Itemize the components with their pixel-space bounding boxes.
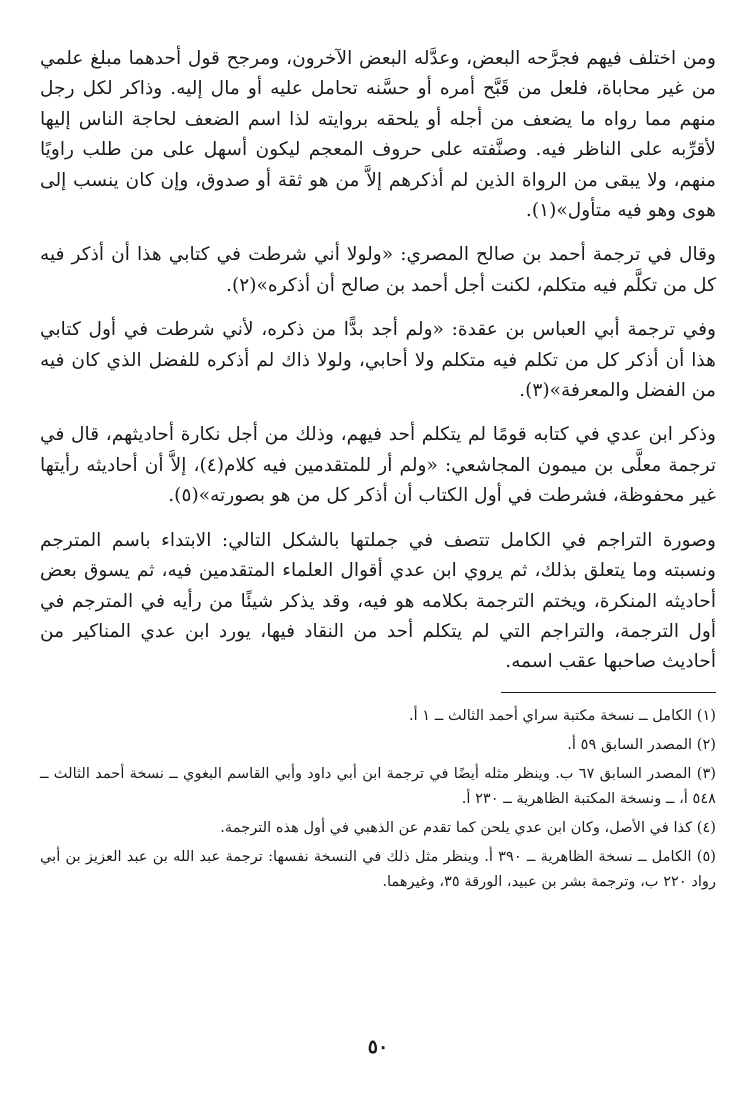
book-page (40, 44, 716, 898)
footnote-1: (١) الكامل ــ نسخة مكتبة سراي أحمد الثالث ــ ١ أ. (408, 706, 716, 724)
body-paragraph-3: وفي ترجمة أبي العباس بن عقدة: «ولم أجد بدًّا من ذكره، لأني شرطت في أول كتابي هذا أن أذكر كل من تكلم فيه متكلم ولا أحابي، ولولا ذاك لم أذكره للفضل الذي كان فيه من الفضل والمعرفة»(٣). (40, 319, 716, 402)
body-paragraph-4: وذكر ابن عدي في كتابه قومًا لم يتكلم أحد فيهم، وذلك من أجل نكارة أحاديثهم، قال في ترجمة معلَّى بن ميمون المجاشعي: «ولم أر للمتقدمين فيه كلام(٤)، إلاَّ أن أحاديثه رأيتها غير محفوظة، فشرطت في أول الكتاب أن أذكر كل من هو بصورته»(٥). (40, 424, 717, 507)
footnote-5: (٥) الكامل ــ نسخة الظاهرية ــ ٣٩٠ أ. وينظر مثل ذلك في النسخة نفسها: ترجمة عبد الله بن عبد العزيز بن أبي رواد ٢٢٠ ب، وترجمة بشر بن عبيد، الورقة ٣٥، وغيرهما. (40, 847, 716, 890)
page-number: ٥٠ (367, 1036, 389, 1058)
footnote-3: (٣) المصدر السابق ٦٧ ب. وينظر مثله أيضًا في ترجمة ابن أبي داود وأبي القاسم البغوي ــ نسخة أحمد الثالث ــ ٥٤٨ أ، ــ ونسخة المكتبة الظاهرية ــ ٢٣٠ أ. (40, 764, 716, 807)
footnotes-section (40, 703, 716, 894)
body-paragraph-2: وقال في ترجمة أحمد بن صالح المصري: «ولولا أني شرطت في كتابي هذا أن أذكر فيه كل من تكلَّم فيه متكلم، لكنت أجل أحمد بن صالح أن أذكره»(٢). (40, 244, 716, 296)
body-paragraph-5: وصورة التراجم في الكامل تتصف في جملتها بالشكل التالي: الابتداء باسم المترجم ونسبته وما يتعلق بذلك، ثم يروي ابن عدي أقوال العلماء المتقدمين فيه، ثم يسوق بعض أحاديثه المنكرة، ويختم الترجمة بكلامه هو فيه، وقد يذكر شيئًا من رأيه في المترجم في أول الترجمة، والتراجم التي لم يتكلم أحد من النقاد فيها، يورد ابن عدي المناكير من أحاديث صاحبها عقب اسمه. (40, 529, 716, 673)
footnote-2: (٢) المصدر السابق ٥٩ أ. (567, 735, 716, 753)
footnote-divider (501, 692, 716, 693)
body-paragraph-1: ومن اختلف فيهم فجرَّحه البعض، وعدَّله البعض الآخرون، ومرجح قول أحدهما مبلغ علمي من غير محاباة، فلعل من قَبَّح أمره أو حسَّنه تحامل عليه أو مال إليه. وذاكر لكل رجل منهم مما رواه ما يضعف من أجله أو يلحقه بروايته لذا اسم الضعف لحاجة الناس إليها لأقرِّبه على الناظر فيه. وصنَّفته على حروف المعجم ليكون أسهل على من طلب راويًا منهم، ولا يبقى من الرواة الذين لم أذكرهم إلاَّ من هو ثقة أو صدوق، وإن كان ينسب إلى هوى وهو فيه متأول»(١). (40, 48, 716, 222)
footnote-4: (٤) كذا في الأصل، وكان ابن عدي يلحن كما تقدم عن الذهبي في أول هذه الترجمة. (220, 818, 716, 836)
